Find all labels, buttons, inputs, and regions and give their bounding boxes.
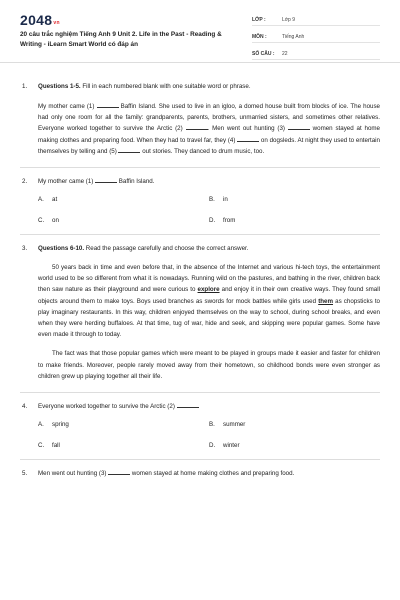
section-questions-6-10: 3. Questions 6-10. Read the passage carefully and choose the correct answer. — [22, 245, 249, 253]
highlighted-word-them: them — [318, 297, 333, 305]
option-d[interactable]: D. from — [209, 217, 236, 225]
divider — [20, 234, 380, 235]
option-b[interactable]: B. summer — [209, 421, 246, 429]
logo-suffix: vn — [53, 20, 60, 26]
question-4: 4. Everyone worked together to survive the Arctic (2) — [20, 401, 380, 412]
answer-blank — [177, 401, 199, 408]
option-b[interactable]: B. in — [209, 196, 228, 204]
highlighted-word-explore: explore — [197, 286, 220, 294]
blank-5 — [118, 146, 140, 153]
section-heading: Questions 1-5. — [38, 83, 81, 90]
blank-3 — [288, 123, 310, 130]
divider — [20, 167, 380, 168]
document-body — [0, 63, 400, 479]
blank-2 — [186, 123, 208, 130]
option-a[interactable]: A. at — [38, 196, 58, 204]
option-a[interactable]: A. spring — [38, 421, 69, 429]
meta-subject: MÔN : Tiếng Anh — [252, 29, 380, 43]
option-c[interactable]: C. fall — [38, 442, 60, 450]
blank-4 — [237, 135, 259, 142]
meta-class: LỚP : Lớp 9 — [252, 12, 380, 26]
divider — [20, 392, 380, 393]
passage-1: My mother came (1) Baffin Island. She used to live in an igloo, a domed house built from blocks of ice. The house had only one room for all the family: grandparents, parents, brothers, unmarried sisters, and sometimes other relatives. Everyone worked together to survive the Arctic (2) . Men went out hunting (3) women stayed at home making clothes and preparing food. When they had to travel far, they (4) on dogsleds. At night they used to entertain themselves by telling and (5) out stories. They danced to drum music, too. — [38, 103, 380, 155]
question-2-options — [38, 196, 380, 224]
answer-blank — [108, 468, 130, 475]
option-d[interactable]: D. winter — [209, 442, 240, 450]
meta-question-count: SỐ CÂU : 22 — [252, 46, 380, 60]
site-logo[interactable]: 2048vn — [20, 12, 60, 28]
answer-blank — [95, 176, 117, 183]
passage-2-paragraph-1: 50 years back in time and even before that, in the absence of the Internet and various hi-tech toys, the entertainment world used to be so different from what it is nowadays. Running wild on the pastures, and bathing in the river, children back then saw nature as their playground and were curious to explore and enjoy it in their own creative ways. They found small objects around them to make toys. Boys used branches as swords for mock battles while girls used them as chopsticks to play imaginary restaurants. In this way, children enjoyed themselves on the way to school, during school breaks, and even when they were herding buffaloes. At that time, tug of war, hide and seek, and skipping were popular games. Some have even made it through to today. — [38, 264, 381, 339]
question-5: 5. Men went out hunting (3) women stayed at home making clothes and preparing food. — [22, 470, 295, 478]
passage-2-paragraph-2: The fact was that those popular games which were meant to be played in groups made it easier and faster for children to make friends. Moreover, people rarely moved away from their hometown, so childhood bonds were even stronger as children grew up playing together all their life. — [38, 350, 380, 380]
question-2: 2. My mother came (1) Baffin Island. — [22, 178, 155, 186]
question-4-options — [38, 421, 380, 449]
section-questions-1-5: 1. Questions 1-5. Fill in each numbered blank with one suitable word or phrase. — [22, 83, 251, 90]
document-title: 20 câu trắc nghiệm Tiếng Anh 9 Unit 2. Life in the Past - Reading & Writing - iLearn Smart World có đáp án — [20, 31, 222, 48]
document-meta — [252, 12, 380, 63]
divider — [20, 459, 380, 460]
page-header — [0, 0, 400, 63]
blank-1 — [97, 101, 119, 108]
option-c[interactable]: C. on — [38, 217, 59, 225]
